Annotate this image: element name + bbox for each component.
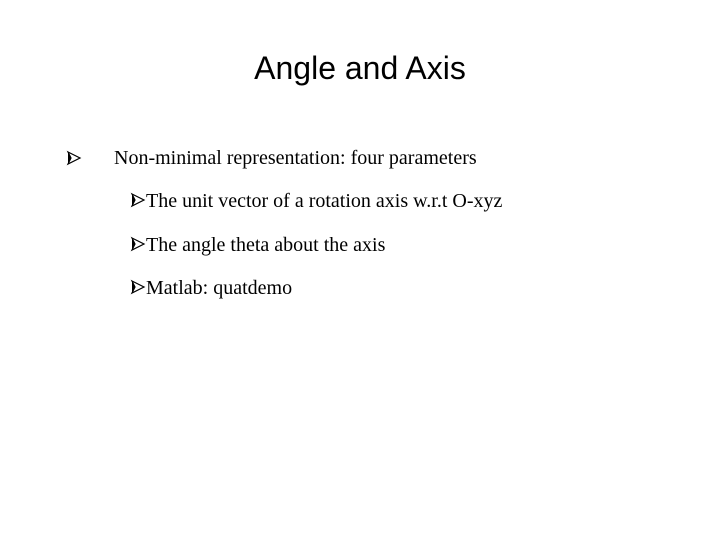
sub-bullet-text: The unit vector of a rotation axis w.r.t O-xyz bbox=[146, 190, 503, 212]
arrow-bullet-icon bbox=[66, 150, 82, 166]
sub-bullet-text: The angle theta about the axis bbox=[146, 234, 386, 256]
bullet-text: Non-minimal representation: four parameters bbox=[114, 147, 477, 169]
sub-bullet-text: Matlab: quatdemo bbox=[146, 277, 293, 299]
arrow-bullet-icon bbox=[130, 236, 146, 252]
arrow-bullet-icon bbox=[130, 279, 146, 295]
sub-bullet-item bbox=[130, 233, 385, 257]
slide-title: Angle and Axis bbox=[254, 50, 466, 86]
sub-bullet-item bbox=[130, 189, 502, 213]
sub-bullet-item bbox=[130, 276, 292, 300]
arrow-bullet-icon bbox=[130, 192, 146, 208]
